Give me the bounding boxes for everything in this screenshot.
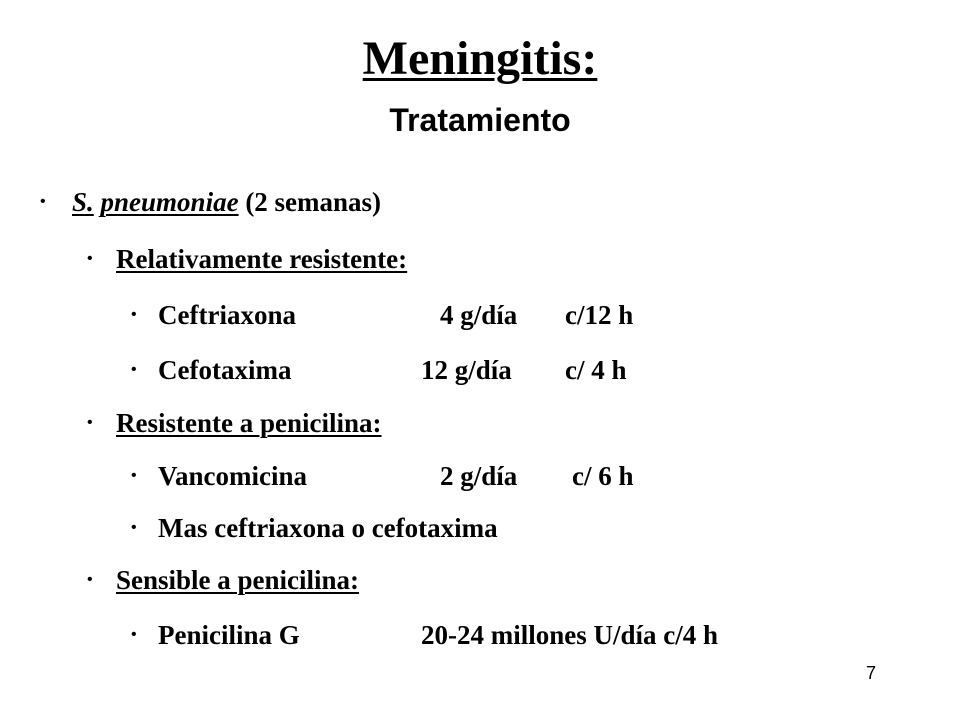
relatively-resistant-heading: Relativamente resistente: — [116, 244, 408, 274]
drug-dose: 12 g/día — [421, 355, 512, 385]
drug-row-vancomicina — [158, 459, 307, 493]
bullet-icon: • — [131, 467, 137, 484]
bullet-icon: • — [131, 361, 137, 378]
drug-interval: c/12 h — [565, 300, 634, 330]
slide-subtitle: Tratamiento — [389, 102, 571, 138]
drug-dose: 20-24 millones U/día c/4 h — [421, 620, 719, 650]
bullet-icon: • — [131, 626, 137, 643]
drug-name: Penicilina G — [158, 620, 300, 650]
drug-row-penicilina-g — [158, 618, 300, 652]
slide-title: Meningitis: — [362, 32, 598, 85]
drug-row-cefotaxima — [158, 353, 291, 387]
drug-dose: 2 g/día — [440, 461, 518, 491]
drug-interval: c/ 4 h — [565, 355, 627, 385]
drug-name: Vancomicina — [158, 461, 308, 491]
bullet-icon: • — [131, 519, 137, 536]
bullet-icon: • — [87, 414, 93, 431]
treatment-duration: (2 semanas) — [245, 187, 382, 217]
drug-name: Cefotaxima — [158, 355, 292, 385]
pathogen-species: pneumoniae — [100, 187, 239, 217]
pathogen-line — [72, 185, 381, 219]
drug-interval: c/ 6 h — [572, 461, 634, 491]
bullet-icon: • — [87, 250, 93, 267]
drug-name: Ceftriaxona — [158, 300, 296, 330]
bullet-icon: • — [131, 306, 137, 323]
pathogen-genus: S. — [72, 187, 94, 217]
drug-dose: 4 g/día — [440, 300, 518, 330]
page-number: 7 — [866, 663, 877, 683]
bullet-icon: • — [87, 571, 93, 588]
penicillin-sensitive-heading: Sensible a penicilina: — [116, 565, 360, 595]
bullet-icon: • — [40, 193, 46, 210]
combination-note: Mas ceftriaxona o cefotaxima — [158, 513, 498, 543]
penicillin-resistant-heading: Resistente a penicilina: — [116, 408, 382, 438]
drug-row-ceftriaxona — [158, 298, 296, 332]
